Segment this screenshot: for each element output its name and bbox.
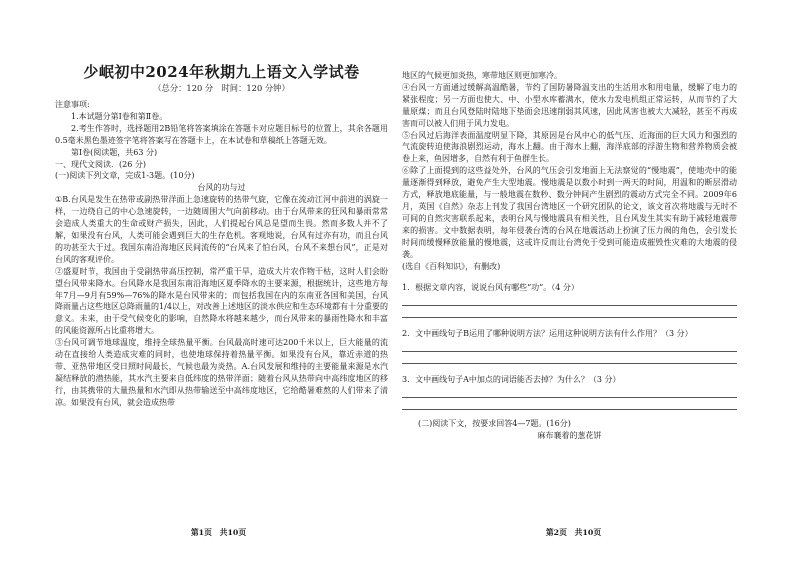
answer-line[interactable]	[402, 354, 737, 364]
article-paragraph-2: ②盛夏时节，我国由于受副热带高压控制，常严重干旱，造成大片农作物干枯，这时人们会盼望台风带来降水。台风降水是我国东南沿海地区夏季降水的主要来源，根据统计，这些地方每年7月—9月有59%—76%的降水是台风带来的；而包括我国在内的东南亚各国和美国，台风降雨量占这些地区总降雨量的1/4以上，对改善上述地区的淡水供应和生态环境都有十分重要的意义。未来，由于受气候变化的影响，自然降水将越来越少，而台风带来的暴雨性降水和丰富的风能资源所占比重将增大。	[55, 266, 388, 336]
question-1: 1．根据文章内容，说说台风有哪些“功”。（4 分）	[402, 283, 579, 293]
question-2: 2．文中画线句子B运用了哪种说明方法？运用这种说明方法有什么作用？（3 分）	[402, 329, 693, 339]
notice-heading: 注意事项:	[55, 100, 90, 109]
answer-line[interactable]	[402, 388, 737, 398]
notice-item-2: 2.考生作答时，选择题用2B铅笔将答案填涂在答题卡对应题目标号的位置上，其余各题用0.5毫米黑色墨迹签字笔将答案写在答题卡上，在本试卷和草稿纸上答题无效。	[55, 123, 388, 145]
exam-subtitle: （总分：120 分 时间：120 分钟）	[153, 83, 290, 93]
article-paragraph-3: ③台风可调节地球温度，维持全球热量平衡。台风最高时速可达200千米以上，巨大能量的流动在直接给人类造成灾难的同时，也使地球保持着热量平衡。如果没有台风，靠近赤道的热带、亚热带地区受日照时间最长，气候也最为炎热。A.台风发展和维持的主要能量来源是水汽凝结释放的潜热能，其水汽主要来自低纬度的热带洋面；随着台风从热带向中高纬度地区的移行，由其携带的大量热量和水汽即从热带输送至中高纬度地区，它给酷暑难熬的人们带来了清凉。如果没有台风，就会造成热带	[55, 338, 388, 407]
exam-title: 少岷初中2024年秋期九上语文入学试卷	[83, 63, 360, 81]
article-paragraph-6: ⑥除了上面提到的这些益处外，台风的气压会引发地面上无法察觉的“慢地震”，使地壳中的能量逐渐得到释放，避免产生大型地震。慢地震是以数小时到一两天的时间，用温和的断层滑动方式，释放地底能量，与一般地震在数秒、数分钟间产生剧烈的震动方式完全不同。2009年6月，英国《自然》杂志上刊发了我国台湾地区一个研究团队的论文，该文首次将地震与无时不可间的自然灾害联系起来，表明台风与慢地震具有相关性，且台风发生其实有助于减轻地震带来的损害。文中数据表明，每年侵袭台湾的台风在地震活动上扮演了压力阀的角色，会引发长时间而缓慢释放能量的慢地震，这或许反而让台湾免于受到可能造成摧毁性灾难的大地震的侵袭。	[402, 166, 737, 259]
question-3: 3．文中画线句子A中加点的词语能否去掉？为什么？（3 分）	[402, 375, 621, 385]
left-content	[55, 62, 388, 409]
article-title: 台风的功与过	[197, 183, 246, 193]
article-source: (选自《百科知识》，有删改)	[402, 261, 501, 271]
reading-two-instructions: (二)阅读下文，按要求回答4—7题。(16分)	[418, 419, 571, 429]
article-paragraph-5: ⑤台风过后海洋表面温度明显下降，其原因是台风中心的低气压、近海面的巨大风力和强烈的气流旋转迫使海浪剧烈运动，海水上翻。由于海水上翻，海洋底部的浮游生物和营养物质会被卷上来，鱼因增多，自然有利于鱼群生长。	[402, 130, 737, 164]
answer-line[interactable]	[402, 296, 737, 306]
answer-line[interactable]	[402, 308, 737, 318]
answer-line[interactable]	[402, 342, 737, 352]
section-one-heading: 一、现代文阅读．(26 分)	[55, 159, 146, 169]
article-paragraph-1: ①B.台风是发生在热带或副热带洋面上急速旋转的热带气旋，它像在流动江河中前进的涡旋一样，一边绕自己的中心急速旋转，一边随周围大气向前移动。由于台风带来的狂风和暴雨常常会造成人类重大的生命或财产损失，因此，人们提起台风总是望而生畏。然而多数人并不了解，如果没有台风，人类可能会遇到巨大的生存危机。客观地说，台风有过亦有功，而且台风的功甚至大于过。我国东南沿海地区民间流传的“台风来了怕台风，台风不来想台风”，正是对台风的客观评价。	[55, 195, 388, 264]
part-one-heading: 第Ⅰ卷(阅读题，共63 分)	[71, 147, 158, 157]
article-paragraph-4: ④台风一方面通过缓解高温酷暑，节约了国防暑降温支出的生活用水和用电量，缓解了电力的紧张程度；另一方面也使大、中、小型水库蓄满水，使水力发电机组正常运转，从而节约了大量原煤；而且台风登陆时陆地下垫面会迅速削弱其风速，因此风害也被大大减轻，甚至不再成害而可以被人们用于风力发电。	[402, 82, 737, 128]
article-two-title: 麻布襄着的葱花饼	[537, 431, 602, 441]
page-right	[397, 0, 794, 561]
reading-one-instructions: (一)阅读下列文章，完成1-3题。(10分)	[55, 171, 195, 181]
page-footer-right: 第2页 共10页	[545, 528, 602, 537]
notice-item-1: 1.本试题分第Ⅰ卷和第Ⅱ卷。	[71, 111, 168, 121]
page-footer-left: 第1页 共10页	[190, 528, 247, 537]
article-paragraph-3-continued: 地区的气候更加炎热，寒带地区则更加寒冷。	[402, 71, 562, 80]
right-content	[402, 70, 737, 442]
answer-line[interactable]	[402, 400, 737, 410]
